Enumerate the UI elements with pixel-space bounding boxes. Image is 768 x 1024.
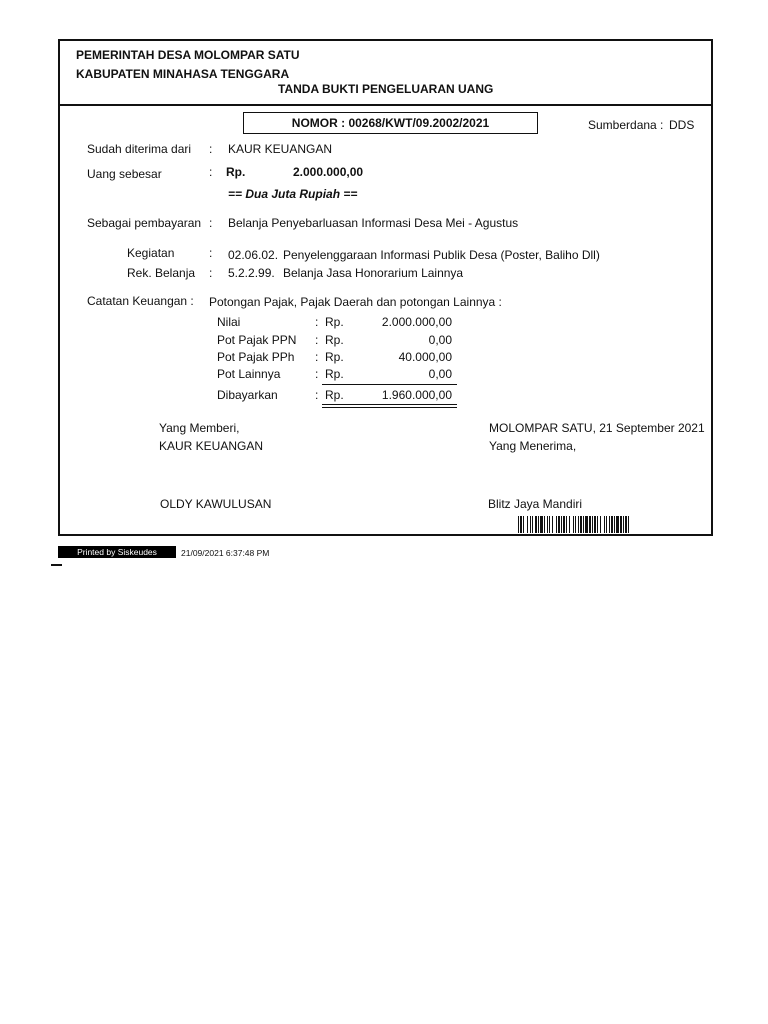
page-mark (51, 564, 62, 566)
terbilang: == Dua Juta Rupiah == (228, 187, 358, 201)
sumberdana-value: DDS (669, 118, 695, 132)
colon: : (209, 216, 213, 230)
pembayaran-label: Sebagai pembayaran (87, 216, 202, 230)
printed-by-text: Printed by Siskeudes (77, 547, 157, 557)
kegiatan-label: Kegiatan (127, 246, 175, 260)
giver-name: OLDY KAWULUSAN (160, 497, 272, 511)
colon: : (315, 315, 319, 329)
rek-label: Rek. Belanja (127, 266, 196, 280)
row-lainnya-currency: Rp. (325, 367, 344, 381)
kegiatan-code: 02.06.02. (228, 248, 279, 262)
barcode-icon (518, 516, 700, 533)
uang-amount: 2.000.000,00 (293, 165, 364, 179)
place-date: MOLOMPAR SATU, 21 September 2021 (489, 421, 705, 435)
nomor-text: NOMOR : 00268/KWT/09.2002/2021 (291, 116, 490, 130)
giver-label: Yang Memberi, (159, 421, 240, 435)
total-double-line-bottom (322, 407, 457, 408)
printed-by-badge (58, 546, 176, 558)
print-timestamp: 21/09/2021 6:37:48 PM (181, 548, 270, 558)
rek-value: Belanja Jasa Honorarium Lainnya (283, 266, 464, 280)
row-ppn-amount: 0,00 (428, 333, 452, 347)
row-dibayarkan-amount: 1.960.000,00 (381, 388, 452, 402)
row-pph-amount: 40.000,00 (398, 350, 452, 364)
row-pph-currency: Rp. (325, 350, 344, 364)
header-line-1: PEMERINTAH DESA MOLOMPAR SATU (76, 48, 300, 62)
colon: : (315, 350, 319, 364)
row-nilai-label: Nilai (217, 315, 241, 329)
colon: : (209, 266, 213, 280)
kegiatan-value: Penyelenggaraan Informasi Publik Desa (Poster, Baliho Dll) (283, 248, 600, 262)
colon: : (315, 367, 319, 381)
row-lainnya-amount: 0,00 (428, 367, 452, 381)
sum-line (322, 384, 457, 385)
sumberdana-label: Sumberdana : (588, 118, 664, 132)
header-separator (58, 104, 713, 106)
receiver-name: Blitz Jaya Mandiri (488, 497, 583, 511)
catatan-label: Catatan Keuangan : (87, 294, 194, 308)
colon: : (315, 333, 319, 347)
row-nilai-amount: 2.000.000,00 (381, 315, 452, 329)
giver-role: KAUR KEUANGAN (159, 439, 264, 453)
rek-code: 5.2.2.99. (228, 266, 275, 280)
colon: : (315, 388, 319, 402)
row-ppn-label: Pot Pajak PPN (217, 333, 297, 347)
row-dibayarkan-currency: Rp. (325, 388, 344, 402)
row-pph-label: Pot Pajak PPh (217, 350, 295, 364)
colon: : (209, 246, 213, 260)
nomor-box (243, 112, 538, 134)
colon: : (209, 165, 213, 179)
receiver-label: Yang Menerima, (489, 439, 577, 453)
header-line-2: KABUPATEN MINAHASA TENGGARA (76, 67, 290, 81)
uang-currency: Rp. (226, 165, 246, 179)
colon: : (209, 142, 213, 156)
row-dibayarkan-label: Dibayarkan (217, 388, 278, 402)
diterima-value: KAUR KEUANGAN (228, 142, 333, 156)
row-nilai-currency: Rp. (325, 315, 344, 329)
catatan-text: Potongan Pajak, Pajak Daerah dan potongan Lainnya : (209, 295, 502, 309)
document-title: TANDA BUKTI PENGELUARAN UANG (278, 82, 494, 96)
total-double-line-top (322, 404, 457, 405)
pembayaran-value: Belanja Penyebarluasan Informasi Desa Mei - Agustus (228, 216, 519, 230)
row-ppn-currency: Rp. (325, 333, 344, 347)
uang-label: Uang sebesar (87, 167, 162, 181)
row-lainnya-label: Pot Lainnya (217, 367, 281, 381)
diterima-label: Sudah diterima dari (87, 142, 192, 156)
